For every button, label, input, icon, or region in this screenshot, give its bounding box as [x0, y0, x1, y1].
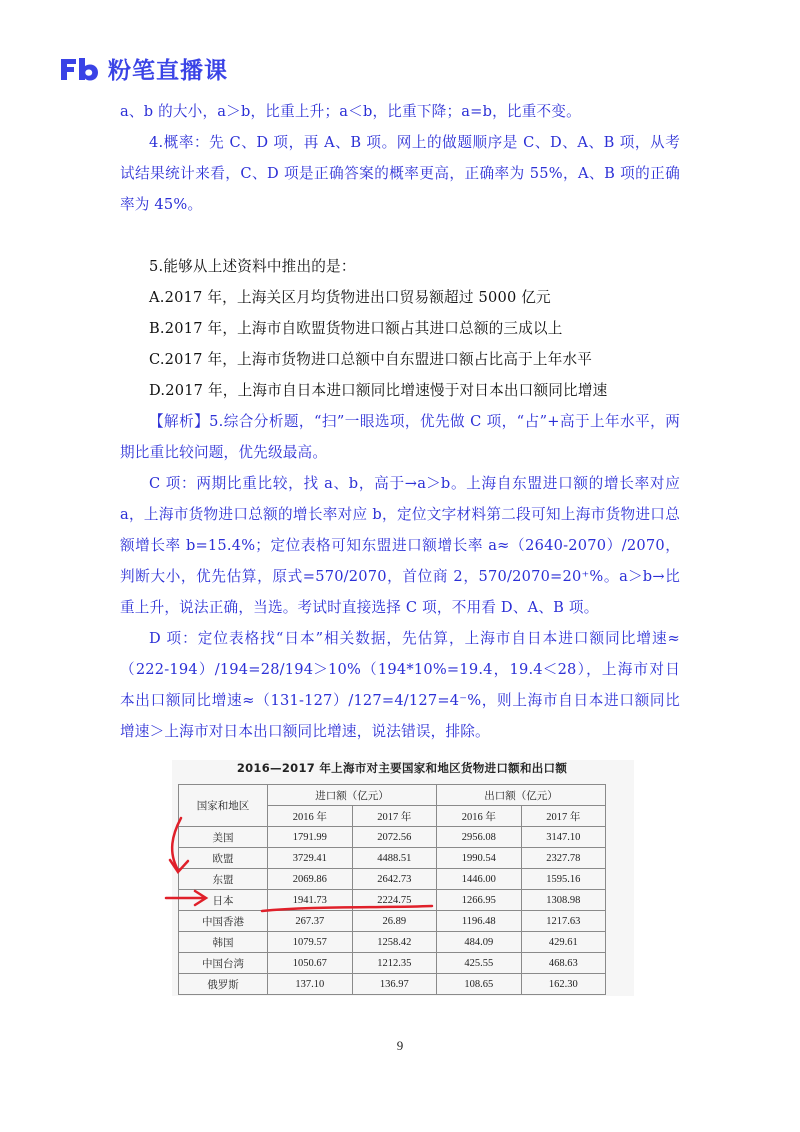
- value-cell: 1446.00: [437, 869, 522, 890]
- value-cell: 108.65: [437, 974, 522, 995]
- value-cell: 1196.48: [437, 911, 522, 932]
- analysis-label: 【解析】: [149, 413, 210, 430]
- table-row: [179, 869, 606, 890]
- table-header-row: [179, 785, 606, 806]
- region-cell: 日本: [179, 890, 268, 911]
- value-cell: 1050.67: [268, 953, 353, 974]
- year-header: 2016 年: [268, 806, 353, 827]
- value-cell: 425.55: [437, 953, 522, 974]
- year-header: 2017 年: [352, 806, 437, 827]
- trade-table: [178, 784, 606, 995]
- trade-table-figure: [172, 760, 632, 995]
- region-cell: 欧盟: [179, 848, 268, 869]
- region-cell: 中国台湾: [179, 953, 268, 974]
- document-body: [120, 96, 680, 747]
- header-logo: [58, 52, 228, 85]
- year-header: 2016 年: [437, 806, 522, 827]
- region-cell: 韩国: [179, 932, 268, 953]
- export-header: 出口额（亿元）: [437, 785, 606, 806]
- year-header: 2017 年: [521, 806, 606, 827]
- value-cell: 3147.10: [521, 827, 606, 848]
- value-cell: 2956.08: [437, 827, 522, 848]
- option-b: B.2017 年，上海市自欧盟货物进口额占其进口总额的三成以上: [149, 320, 563, 337]
- analysis-text: 5.综合分析题，“扫”一眼选项，优先做 C 项，“占”+高于上年水平，两期比重比较问题，优先级最高。: [120, 413, 680, 461]
- option-c: C.2017 年，上海市货物进口总额中自东盟进口额占比高于上年水平: [149, 351, 593, 368]
- value-cell: 484.09: [437, 932, 522, 953]
- table-row: [179, 974, 606, 995]
- value-cell: 1266.95: [437, 890, 522, 911]
- option-a: A.2017 年，上海关区月均货物进出口贸易额超过 5000 亿元: [149, 289, 551, 306]
- value-cell: 1941.73: [268, 890, 353, 911]
- region-cell: 美国: [179, 827, 268, 848]
- option-c-analysis: C 项：两期比重比较，找 a、b，高于→a＞b。上海自东盟进口额的增长率对应 a，上海市货物进口总额的增长率对应 b，定位文字材料第二段可知上海市货物进口总额增长率 b=15.4%；定位表格可知东盟进口额增长率 a≈（2640-2070）/2070，判断大小，优先估算，原式=570/2070，首位商 2，570/2070=20⁺%。a＞b→比重上升，说法正确，当选。考试时直接选择 C 项，不用看 D、A、B 项。: [120, 475, 681, 616]
- value-cell: 267.37: [268, 911, 353, 932]
- page-number: 9: [396, 1038, 404, 1053]
- value-cell: 2072.56: [352, 827, 437, 848]
- fb-logo-icon: [58, 55, 100, 83]
- value-cell: 4488.51: [352, 848, 437, 869]
- table-row: [179, 932, 606, 953]
- region-cell: 俄罗斯: [179, 974, 268, 995]
- option-d: D.2017 年，上海市自日本进口额同比增速慢于对日本出口额同比增速: [149, 382, 608, 399]
- question-stem: 5.能够从上述资料中推出的是：: [149, 258, 356, 275]
- analysis-paragraph: [120, 406, 680, 468]
- table-row: [179, 890, 606, 911]
- paragraph-probability-tip: 4.概率：先 C、D 项，再 A、B 项。网上的做题顺序是 C、D、A、B 项，从考试结果统计来看，C、D 项是正确答案的概率更高，正确率为 55%，A、B 项的正确率为 45%。: [120, 134, 680, 213]
- value-cell: 3729.41: [268, 848, 353, 869]
- option-d-analysis: D 项：定位表格找“日本”相关数据，先估算，上海市自日本进口额同比增速≈（222-194）/194=28/194＞10%（194*10%=19.4，19.4＜28），上海市对日本出口额同比增速≈（131-127）/127=4/127=4⁻%，则上海市自日本进口额同比增速＞上海市对日本出口额同比增速，说法错误，排除。: [120, 630, 680, 740]
- value-cell: 1079.57: [268, 932, 353, 953]
- region-cell: 东盟: [179, 869, 268, 890]
- value-cell: 1791.99: [268, 827, 353, 848]
- value-cell: 137.10: [268, 974, 353, 995]
- value-cell: 2224.75: [352, 890, 437, 911]
- value-cell: 162.30: [521, 974, 606, 995]
- brand-name: 粉笔直播课: [108, 58, 228, 84]
- table-row: [179, 911, 606, 932]
- value-cell: 1212.35: [352, 953, 437, 974]
- table-row: [179, 827, 606, 848]
- value-cell: 1595.16: [521, 869, 606, 890]
- value-cell: 1990.54: [437, 848, 522, 869]
- value-cell: 2327.78: [521, 848, 606, 869]
- paragraph-comparison-rule: a、b 的大小，a＞b，比重上升；a＜b，比重下降；a=b，比重不变。: [120, 103, 581, 120]
- value-cell: 2069.86: [268, 869, 353, 890]
- region-cell: 中国香港: [179, 911, 268, 932]
- value-cell: 1308.98: [521, 890, 606, 911]
- value-cell: 1258.42: [352, 932, 437, 953]
- value-cell: 429.61: [521, 932, 606, 953]
- corner-header: 国家和地区: [179, 785, 268, 827]
- value-cell: 468.63: [521, 953, 606, 974]
- value-cell: 2642.73: [352, 869, 437, 890]
- value-cell: 136.97: [352, 974, 437, 995]
- table-title: 2016—2017 年上海市对主要国家和地区货物进口额和出口额: [236, 761, 568, 775]
- import-header: 进口额（亿元）: [268, 785, 437, 806]
- value-cell: 26.89: [352, 911, 437, 932]
- table-row: [179, 953, 606, 974]
- value-cell: 1217.63: [521, 911, 606, 932]
- table-row: [179, 848, 606, 869]
